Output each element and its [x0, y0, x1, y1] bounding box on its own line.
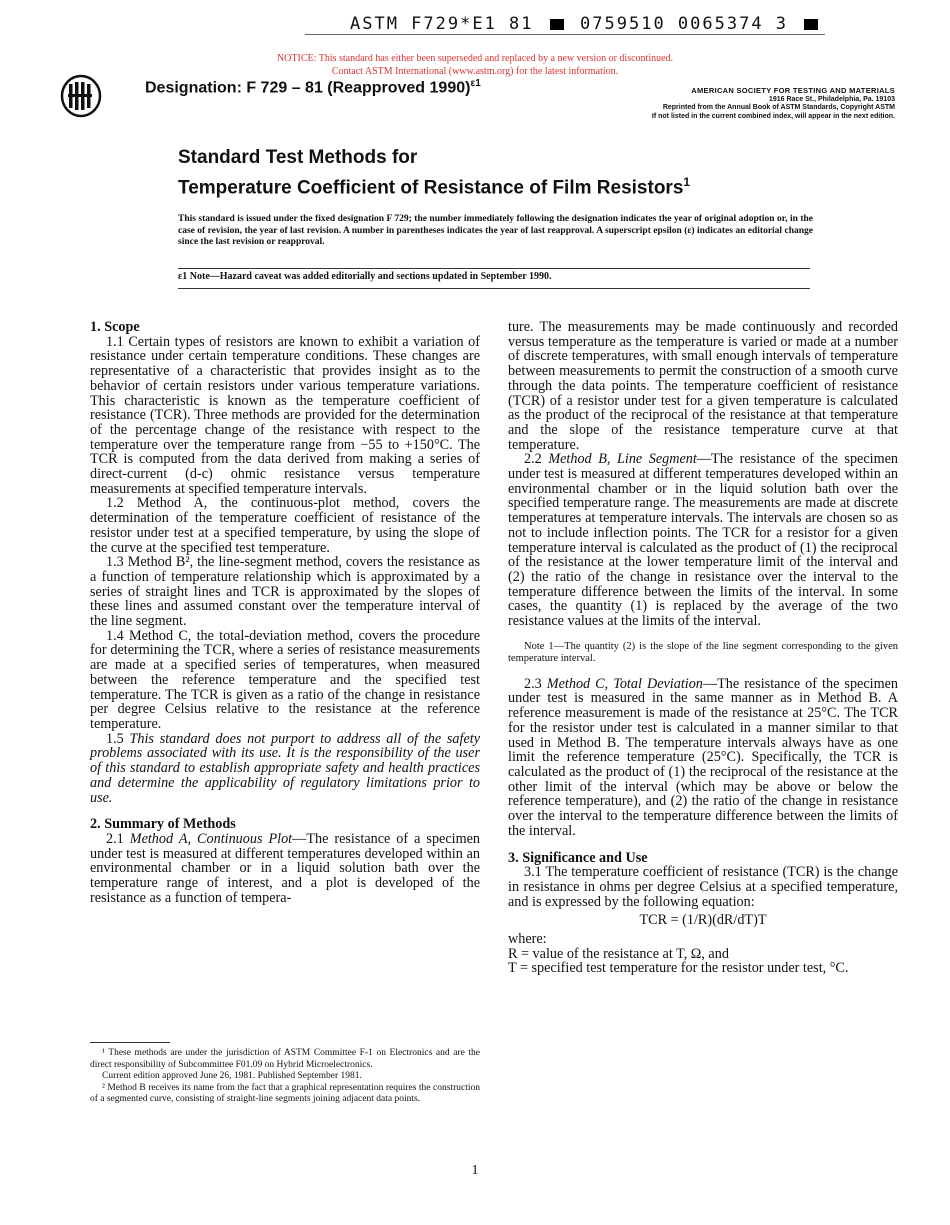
paragraph-1-5-text: This standard does not purport to address all of the safety problems associated with its use. It is the responsibility of the user of this standard to establish appropriate safety and health practices and determine the applicability of regulatory limitations prior to use. — [90, 730, 480, 806]
paragraph-1-1: 1.1 Certain types of resistors are known to exhibit a variation of resistance under certain temperature conditions. These changes are representative of a characteristic that provides insight as to the behavior of certain resistors under various temperature variations. This characteristic is known as the temperature coefficient of resistance (TCR). Three methods are provided for the determination of the percentage change of the resistance with respect to the temperature over the temperature range from −55 to +150°C. The TCR is computed from the data derived from making a series of direct-current (d-c) ohmic resistance versus temperature measurements at specified temperature intervals. — [90, 333, 480, 497]
footnote-2: ² Method B receives its name from the fact that a graphical representation requires the construction of a segmented curve, consisting of straight-line segments joining adjacent data points. — [90, 1082, 480, 1104]
where-label: where: — [508, 931, 547, 948]
paragraph-1-2: 1.2 Method A, the continuous-plot method, covers the determination of the temperature coefficient of resistance of the resistor under test at a specified temperature, by using the slope of the curve at the specified test temperature. — [90, 495, 480, 556]
designation-epsilon: ε1 — [470, 78, 481, 89]
paragraph-2-3 — [508, 677, 898, 839]
paragraph-2-3-number: 2.3 — [524, 675, 542, 692]
footnote-1b: Current edition approved June 26, 1981. Published September 1981. — [102, 1071, 362, 1081]
paragraph-1-5-number: 1.5 — [106, 730, 124, 747]
society-listing: If not listed in the current combined index, will appear in the next edition. — [651, 112, 895, 120]
paragraph-2-1-text: —The resistance of a specimen under test is measured at different temperatures developed within an environmental chamber or in a liquid solution bath over the temperature range of interest, and a plot is developed of the resistance as a function of tempera- — [90, 830, 481, 906]
society-address: 1916 Race St., Philadelphia, Pa. 19103 — [768, 95, 895, 103]
society-block — [560, 87, 895, 121]
section-heading-significance: 3. Significance and Use — [508, 849, 648, 866]
title-footnote-mark: 1 — [683, 175, 691, 189]
paragraph-1-4: 1.4 Method C, the total-deviation method, covers the procedure for determining the TCR, where a series of resistance measurements are made at a specified series of temperatures, when measured between the reference temperature and the specified test temperature. The TCR is given as a ratio of the change in resistance per degree Celsius relative to the resistance at the reference temperature. — [90, 627, 480, 732]
title-line-2: Temperature Coefficient of Resistance of Film Resistors — [178, 177, 684, 199]
paragraph-2-1-label: Method A, Continuous Plot — [129, 830, 293, 847]
paragraph-2-3-label: Method C, Total Deviation — [546, 675, 703, 692]
designation-text: Designation: F 729 – 81 (Reapproved 1990) — [145, 79, 471, 97]
issued-statement: This standard is issued under the fixed designation F 729; the number immediately following the designation indicates the year of original adoption or, in the case of revision, the year of last revision. A number in parentheses indicates the year of last reapproval. A superscript epsilon (ε) indicates an editorial change since the last revision or reapproval. — [178, 214, 813, 247]
epsilon-bottom-rule — [178, 288, 810, 289]
paragraph-2-1-number: 2.1 — [106, 830, 124, 847]
footnote-rule — [90, 1042, 170, 1043]
right-column — [508, 320, 898, 976]
section-heading-scope: 1. Scope — [90, 319, 140, 335]
notice-line-1: NOTICE: This standard has either been superseded and replaced by a new version or discontinued. — [276, 53, 674, 64]
society-name: AMERICAN SOCIETY FOR TESTING AND MATERIALS — [691, 86, 895, 95]
page-number: 1 — [471, 1163, 479, 1178]
designation — [145, 78, 481, 97]
society-reprint: Reprinted from the Annual Book of ASTM Standards, Copyright ASTM — [662, 104, 895, 111]
document-code-left: ASTM F729*E1 81 — [350, 14, 534, 34]
paragraph-2-2 — [508, 452, 898, 628]
note-1: Note 1—The quantity (2) is the slope of the line segment corresponding to the given temperature interval. — [508, 640, 898, 664]
where-r-definition: R = value of the resistance at T, Ω, and — [508, 945, 729, 962]
paragraph-2-2-number: 2.2 — [524, 451, 542, 468]
notice-line-2: Contact ASTM International (www.astm.org) for the latest information. — [331, 66, 619, 77]
paragraph-2-3-text: —The resistance of the specimen under test is measured in the same manner as in Method B. A reference measurement is made of the resistance at 25°C. The TCR for the resistor under test is calculated in a manner similar to that used in Method B. The temperature intervals always have as one limit the reference temperature (25°C). Specifically, the TCR is calculated as the product of (1) the reciprocal of the resistance at the other limit of the interval (which may be above or below the reference temperature), and (2) the ratio of the change in resistance over the interval to the temperature difference between the limits of the interval. — [508, 675, 899, 839]
code-block-mark — [550, 19, 564, 30]
tcr-equation: TCR = (1/R)(dR/dT)T — [639, 912, 767, 929]
left-column — [90, 320, 480, 905]
paragraph-1-5 — [90, 732, 480, 806]
paragraph-1-3: 1.3 Method B², the line-segment method, covers the resistance as a function of temperature relationship which is approximated by a series of straight lines and TCR is approximated by the slopes of these lines and assumed constant over the temperature interval of the line segment. — [90, 554, 480, 630]
supersede-notice — [0, 52, 950, 78]
epsilon-top-rule — [178, 268, 810, 269]
section-heading-summary: 2. Summary of Methods — [90, 816, 236, 833]
code-block-mark-end — [804, 19, 818, 30]
footnotes — [90, 1048, 480, 1106]
where-block — [508, 932, 898, 976]
epsilon-note: ε1 Note—Hazard caveat was added editorially and sections updated in September 1990. — [178, 271, 552, 282]
paragraph-2-2-label: Method B, Line Segment — [548, 451, 697, 468]
page-title — [178, 146, 690, 200]
where-t-definition: T = specified test temperature for the resistor under test, °C. — [508, 960, 849, 977]
paragraph-3-1: 3.1 The temperature coefficient of resistance (TCR) is the change in resistance in ohms per degree Celsius at a specified temperature, and is expressed by the following equation: — [508, 864, 898, 910]
footnote-1: ¹ These methods are under the jurisdiction of ASTM Committee F-1 on Electronics and are the direct responsibility of Subcommittee F01.09 on Hybrid Microelectronics. — [90, 1048, 480, 1070]
paragraph-2-1 — [90, 832, 480, 906]
document-code-header — [350, 14, 822, 34]
document-code-mid: 0759510 0065374 3 — [580, 14, 789, 34]
header-rule — [305, 34, 825, 35]
paragraph-2-1-continued: ture. The measurements may be made continuously and recorded versus temperature as the temperature is varied or made at a number of discrete temperatures, with small enough intervals of temperature between measurements to permit the construction of a smooth curve through the data points. The temperature coefficient of resistance (TCR) of a resistor under test for a given temperature is calculated as the product of the reciprocal of the resistance at that temperature and the slope of the resistance temperature curve at that temperature. — [508, 319, 898, 453]
astm-logo-icon — [60, 74, 102, 118]
title-line-1: Standard Test Methods for — [178, 147, 418, 168]
paragraph-2-2-text: —The resistance of the specimen under test is measured at different temperatures developed within an environmental chamber or in the liquid solution bath over the specified temperature range. The measurements are made at discrete temperatures at temperature intervals. The intervals are chosen so as not to include inflection points. The TCR for a resistor for a given temperature interval is calculated as the product of (1) the reciprocal of the resistance at the lower temperature limit of the interval and (2) the ratio of the change in resistance over the interval to the temperature difference between the limits of the interval. In some cases, the quantity (1) is replaced by the average of the two resistance values at the limits of the interval. — [508, 451, 899, 630]
